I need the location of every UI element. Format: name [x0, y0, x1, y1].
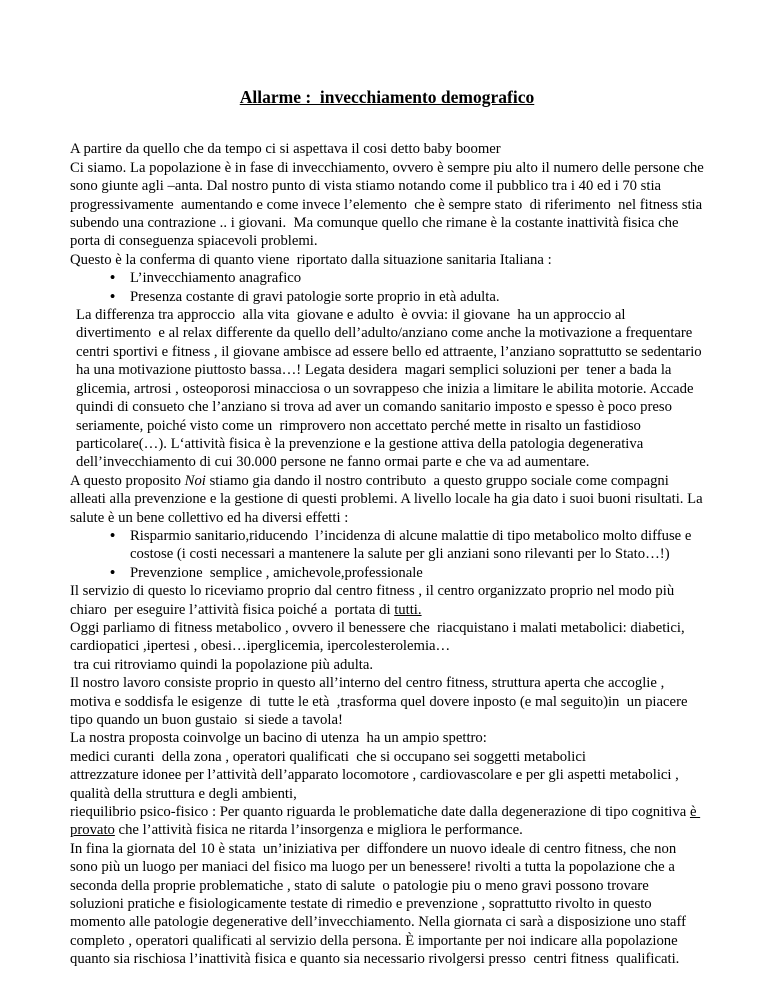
- bullet-item: [70, 564, 704, 582]
- text-run: Il nostro lavoro consiste proprio in questo all’interno del centro fitness, struttura aperta che accoglie , motiva e soddisfa le esigenze di tutte le età ,trasforma quel dovere inposto (e mal seguito)in un piacere tipo quando un buon gustaio si siede a tavola!: [70, 675, 692, 728]
- text-run: In fina la giornata del 10 è stata un’iniziativa per diffondere un nuovo ideale di centro fitness, che non sono più un luogo per maniaci del fisico ma luogo per un benessere! rivolti a tutta la popolazione che a seconda della proprie problematiche , stato di salute o patologie piu o meno gravi possono trovare soluzioni pratiche e fisiologicamente testate di rimedio e prevenzione , soprattutto rivolto in questo momento alle patologie degenerative dell’invecchiamento. Nella giornata ci sarà a disposizione uno staff completo , operatori qualificati al servizio della persona. È importante per noi indicare alla popolazione quanto sia rischiosa l’inattività fisica e quanto sia necessario rivolgersi presso centri fitness qualificati.: [70, 840, 690, 968]
- text-run: La nostra proposta coinvolge un bacino di utenza ha un ampio spettro:: [70, 730, 487, 747]
- document-title: Allarme : invecchiamento demografico: [239, 87, 535, 107]
- paragraph: [70, 748, 704, 766]
- text-run: Oggi parliamo di fitness metabolico , ovvero il benessere che riacquistano i malati metabolici: diabetici, cardiopatici ,ipertesi , obesi…iperglicemia, ipercolesterolemia…: [70, 619, 689, 655]
- document-body: [70, 140, 709, 968]
- bullet-item: [70, 269, 704, 287]
- text-run: tutti.: [394, 601, 422, 618]
- paragraph: [70, 140, 704, 158]
- paragraph: [70, 674, 704, 729]
- bullet-icon: •: [110, 527, 116, 544]
- text-run: Noi: [184, 472, 206, 489]
- paragraph: [70, 840, 704, 969]
- text-run: La differenza tra approccio alla vita giovane e adulto è ovvia: il giovane ha un approccio al divertimento e al relax differente da quello dell’adulto/anziano come anche la motivazione a frequentare centri sportivi e fitness , il giovane ambisce ad essere bello ed attraente, l’anziano soprattutto se sedentario ha una motivazione piuttosto bassa…! Legata desidera magari semplici soluzioni per tener a bada la glicemia, artrosi , osteoporosi minacciosa o un sovrappeso che inizia a limitare le abilita motorie. Accade quindi di consueto che l’anziano si trova ad aver un comando sanitario imposto e spesso è poco preso seriamente, poiché visto come un rimprovero non accettato perché mette in risalto un fastidioso particolare(…). L‘attività fisica è la prevenzione e la gestione attiva della patologia degenerativa dell’invecchiamento di cui 30.000 persone ne fanno ormai parte e che va ad aumentare.: [76, 307, 709, 471]
- text-run: A partire da quello che da tempo ci si aspettava il cosi detto baby boomer: [70, 141, 501, 158]
- bullet-icon: •: [110, 564, 116, 581]
- paragraph: [70, 582, 704, 619]
- text-run: Questo è la conferma di quanto viene riportato dalla situazione sanitaria Italiana :: [70, 251, 552, 268]
- text-run: Ci siamo. La popolazione è in fase di invecchiamento, ovvero è sempre piu alto il numero delle persone che sono giunte agli –anta. Dal nostro punto di vista stiamo notando come il pubblico tra i 40 ed i 70 stia progressivamente aumentando e come invece l’elemento che è sempre stato di riferimento nel fitness stia subendo una contrazione .. i giovani. Ma comunque quello che rimane è la costante inattività fisica che porta di conseguenza spiacevoli problemi.: [70, 159, 708, 250]
- bullet-icon: •: [110, 288, 116, 305]
- text-run: A questo proposito: [70, 472, 185, 489]
- text-run: medici curanti della zona , operatori qualificati che si occupano sei soggetti metabolici: [70, 748, 586, 765]
- bullet-item: [70, 527, 704, 564]
- paragraph: [70, 159, 708, 251]
- paragraph: [70, 251, 704, 269]
- paragraph: [70, 472, 707, 527]
- text-run: Presenza costante di gravi patologie sorte proprio in età adulta.: [130, 288, 500, 305]
- paragraph: [70, 766, 704, 803]
- text-run: stiamo gia dando il nostro contributo a questo gruppo sociale come compagni alleati alla prevenzione e la gestione di questi problemi. A livello locale ha gia dato i suoi buoni risultati. La salute è un bene collettivo ed ha diversi effetti :: [70, 472, 707, 526]
- text-run: tra cui ritroviamo quindi la popolazione più adulta.: [70, 656, 374, 673]
- bullet-item: [70, 288, 704, 306]
- paragraph: [70, 803, 704, 840]
- text-run: riequilibrio psico-fisico : Per quanto riguarda le problematiche date dalla degenerazione di tipo cognitiva: [70, 804, 690, 821]
- bullet-icon: •: [110, 270, 116, 287]
- paragraph: [70, 729, 704, 747]
- paragraph: [70, 619, 704, 656]
- text-run: Prevenzione semplice , amichevole,professionale: [130, 564, 423, 581]
- paragraph: [70, 306, 709, 472]
- text-run: è provato: [70, 804, 701, 839]
- paragraph: [70, 656, 704, 674]
- text-run: L’invecchiamento anagrafico: [130, 270, 302, 287]
- text-run: attrezzature idonee per l’attività dell’apparato locomotore , cardiovascolare e per gli aspetti metabolici , qualità della struttura e degli ambienti,: [70, 767, 683, 802]
- text-run: Il servizio di questo lo riceviamo proprio dal centro fitness , il centro organizzato proprio nel modo più chiaro per eseguire l’attività fisica poiché a portata di: [70, 583, 678, 618]
- text-run: Risparmio sanitario,riducendo l’incidenza di alcune malattie di tipo metabolico molto diffuse e costose (i costi necessari a mantenere la salute per gli anziani sono rilevanti per lo Stato…!): [130, 527, 696, 563]
- text-run: che l’attività fisica ne ritarda l’insorgenza e migliora le performance.: [114, 822, 523, 839]
